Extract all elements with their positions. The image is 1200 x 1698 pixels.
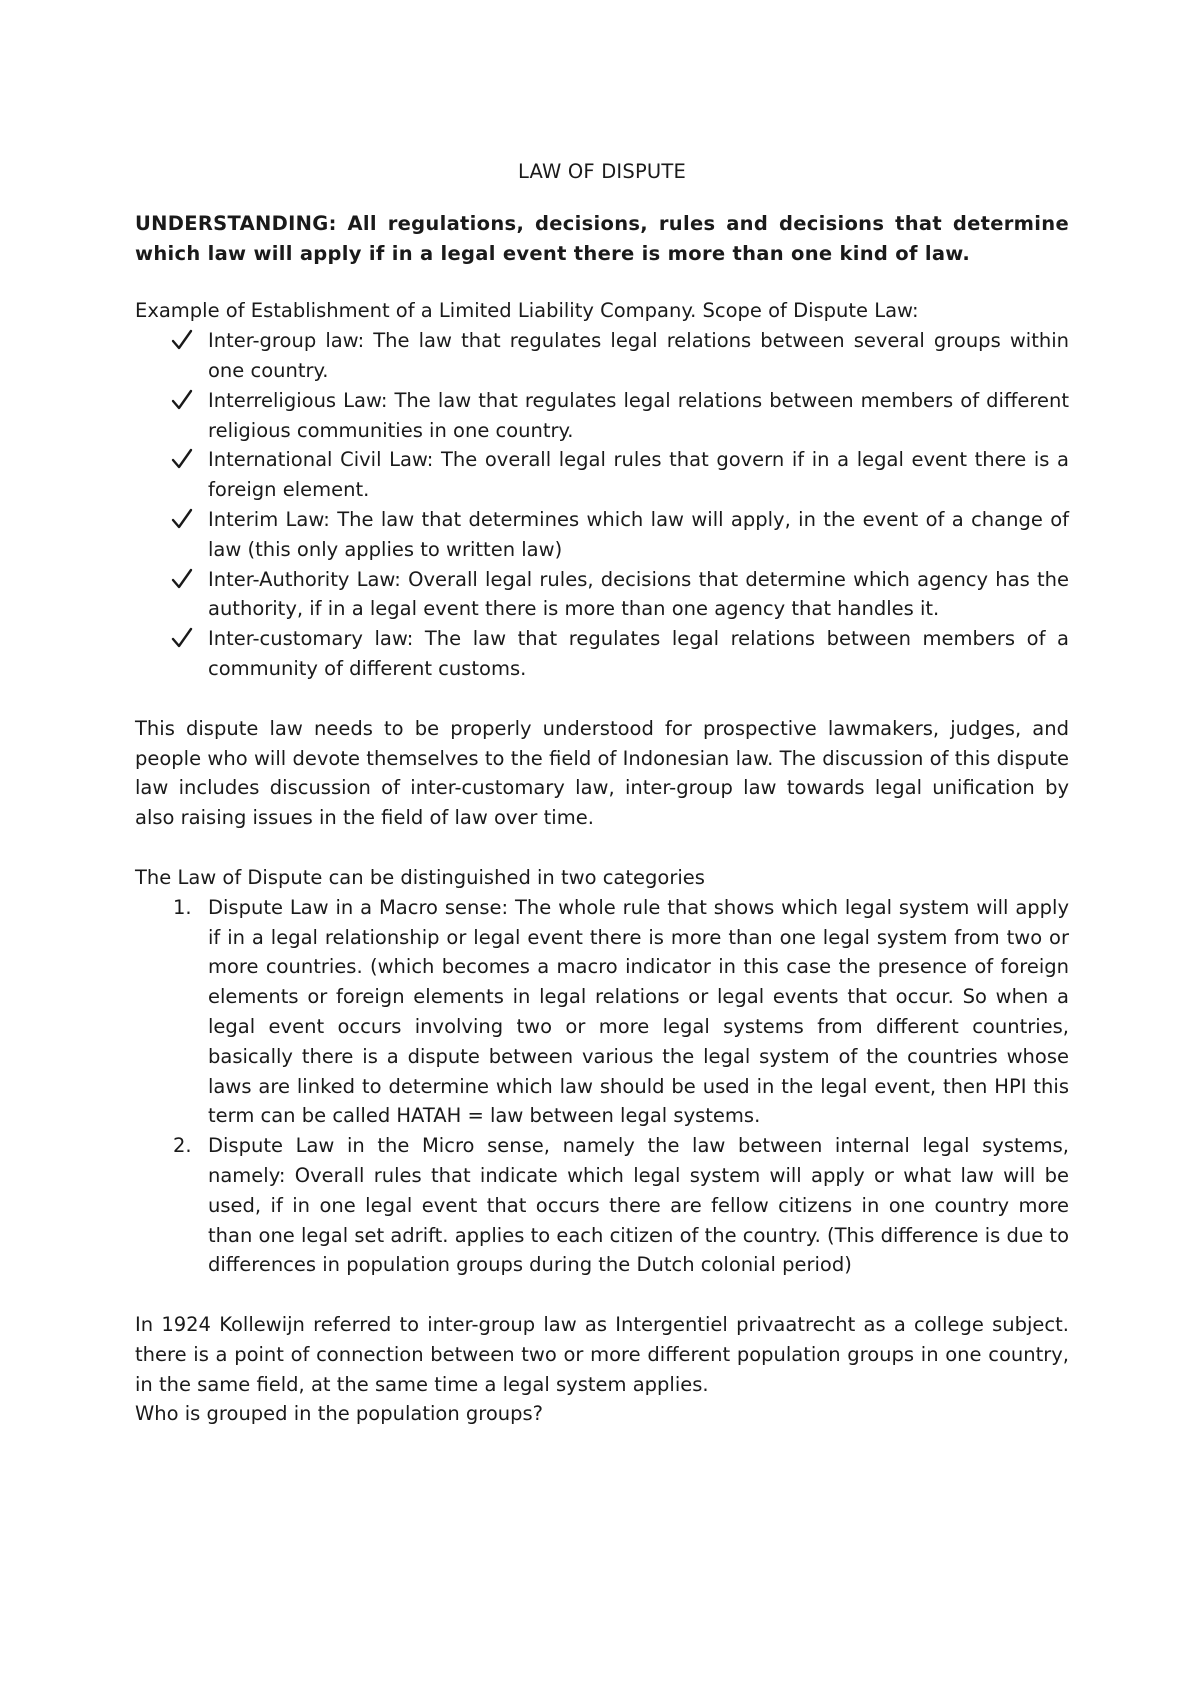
scope-checklist (135, 326, 1069, 684)
checklist-item (135, 445, 1069, 505)
checklist-item-text: Inter-group law: The law that regulates legal relations between several groups within one country. (208, 329, 1069, 382)
categories-list (135, 893, 1069, 1280)
checklist-item-text: Interim Law: The law that determines which law will apply, in the event of a change of law (this only applies to written law) (208, 507, 1069, 561)
checkmark-icon (171, 624, 193, 653)
document-title: LAW OF DISPUTE (517, 160, 687, 183)
checkmark-icon (171, 445, 193, 474)
document-body (135, 157, 1069, 1429)
category-item (135, 1131, 1069, 1280)
scope-intro: Example of Establishment of a Limited Liability Company. Scope of Dispute Law: (135, 299, 919, 323)
checkmark-icon (171, 386, 193, 415)
checklist-item (135, 326, 1069, 386)
checkmark-icon (171, 326, 193, 355)
paragraph-kollewijn: In 1924 Kollewijn referred to inter-group law as Intergentiel privaatrecht as a college subject. there is a point of connection between two or more different population groups in one country, in the same field, at the same time a legal system applies. (135, 1313, 1069, 1396)
understanding-definition: UNDERSTANDING: All regulations, decisions, rules and decisions that determine which law will apply if in a legal event there is more than one kind of law. (135, 211, 1069, 265)
category-number: 2. (173, 1134, 192, 1158)
paragraph-spacer (135, 833, 1069, 863)
paragraph-spacer (135, 1280, 1069, 1310)
question-line: Who is grouped in the population groups? (135, 1402, 544, 1426)
paragraph-understood: This dispute law needs to be properly understood for prospective lawmakers, judges, and people who will devote themselves to the field of Indonesian law. The discussion of this dispute law includes discussion of inter-customary law, inter-group law towards legal unification by also raising issues in the field of law over time. (135, 716, 1069, 830)
checklist-item (135, 565, 1069, 625)
checkmark-icon (171, 505, 193, 534)
checklist-item-text: Inter-customary law: The law that regulates legal relations between members of a community of different customs. (208, 627, 1069, 680)
checklist-item (135, 624, 1069, 684)
categories-intro: The Law of Dispute can be distinguished in two categories (135, 865, 705, 889)
checklist-item-text: International Civil Law: The overall legal rules that govern if in a legal event there is a foreign element. (208, 448, 1069, 502)
checkmark-icon (171, 565, 193, 594)
category-text: Dispute Law in the Micro sense, namely the law between internal legal systems, namely: Overall rules that indicate which legal system will apply or what law will be used, if in one legal event that occurs there are fellow citizens in one country more than one legal set adrift. applies to each citizen of the country. (This difference is due to differences in population groups during the Dutch colonial period) (208, 1134, 1069, 1277)
checklist-item-text: Inter-Authority Law: Overall legal rules, decisions that determine which agency has the authority, if in a legal event there is more than one agency that handles it. (208, 567, 1069, 621)
checklist-item-text: Interreligious Law: The law that regulates legal relations between members of different religious communities in one country. (208, 388, 1069, 442)
paragraph-spacer (135, 684, 1069, 714)
category-text: Dispute Law in a Macro sense: The whole rule that shows which legal system will apply if in a legal relationship or legal event there is more than one legal system from two or more countries. (which becomes a macro indicator in this case the presence of foreign elements or foreign elements in legal relations or legal events that occur. So when a legal event occurs involving two or more legal systems from different countries, basically there is a dispute between various the legal system of the countries whose laws are linked to determine which law should be used in the legal event, then HPI this term can be called HATAH = law between legal systems. (208, 895, 1069, 1128)
checklist-item (135, 505, 1069, 565)
category-number: 1. (173, 895, 192, 919)
category-item (135, 893, 1069, 1131)
checklist-item (135, 386, 1069, 446)
